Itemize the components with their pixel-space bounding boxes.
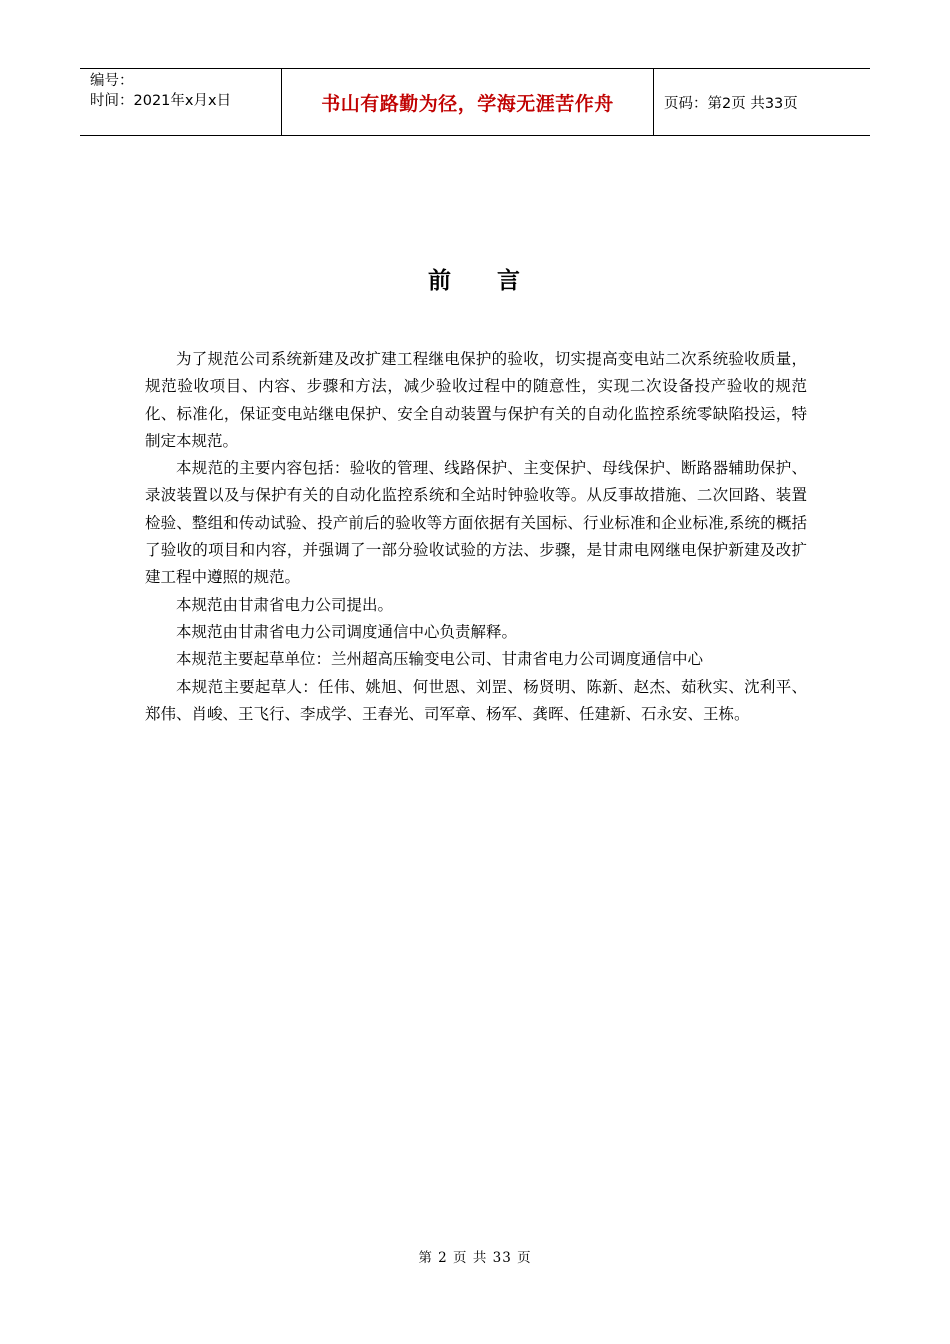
page-header [80, 68, 870, 136]
paragraph-drafting-units: 本规范主要起草单位：兰州超高压输变电公司、甘肃省电力公司调度通信中心 [176, 650, 704, 669]
paragraph-interpreter: 本规范由甘肃省电力公司调度通信中心负责解释。 [176, 622, 518, 641]
page-title [0, 262, 950, 295]
paragraph-scope: 本规范的主要内容包括：验收的管理、线路保护、主变保护、母线保护、断路器辅助保护、录波装置以及与保护有关的自动化监控系统和全站时钟验收等。从反事故措施、二次回路、装置检验、整组和传动试验、投产前后的验收等方面依据有关国标、行业标准和企业标准,系统的概括了验收的项目和内容，并强调了一部分验收试验的方法、步骤，是甘肃电网继电保护新建及改扩建工程中遵照的规范。 [145, 459, 807, 587]
paragraph-drafters: 本规范主要起草人：任伟、姚旭、何世恩、刘罡、杨贤明、陈新、赵杰、茹秋实、沈利平、郑伟、肖峻、王飞行、李成学、王春光、司军章、杨军、龚晖、任建新、石永安、王栋。 [145, 677, 807, 723]
title-part-1: 前 [428, 268, 453, 294]
page-footer: 第 2 页 共 33 页 [418, 1250, 532, 1266]
document-number-label: 编号： [90, 73, 134, 89]
paragraph-proposer: 本规范由甘肃省电力公司提出。 [176, 595, 394, 614]
paragraph-purpose: 为了规范公司系统新建及改扩建工程继电保护的验收，切实提高变电站二次系统验收质量，规范验收项目、内容、步骤和方法，减少验收过程中的随意性，实现二次设备投产验收的规范化、标准化，保证变电站继电保护、安全自动装置与保护有关的自动化监控系统零缺陷投运，特制定本规范。 [145, 350, 807, 450]
header-motto: 书山有路勤为径，学海无涯苦作舟 [282, 69, 654, 135]
header-meta-cell [80, 69, 282, 135]
preface-body [145, 346, 807, 728]
document-date-label: 时间：2021年x月x日 [90, 93, 232, 109]
header-page-number: 页码：第2页 共33页 [664, 95, 798, 112]
title-part-2: 言 [497, 268, 522, 294]
